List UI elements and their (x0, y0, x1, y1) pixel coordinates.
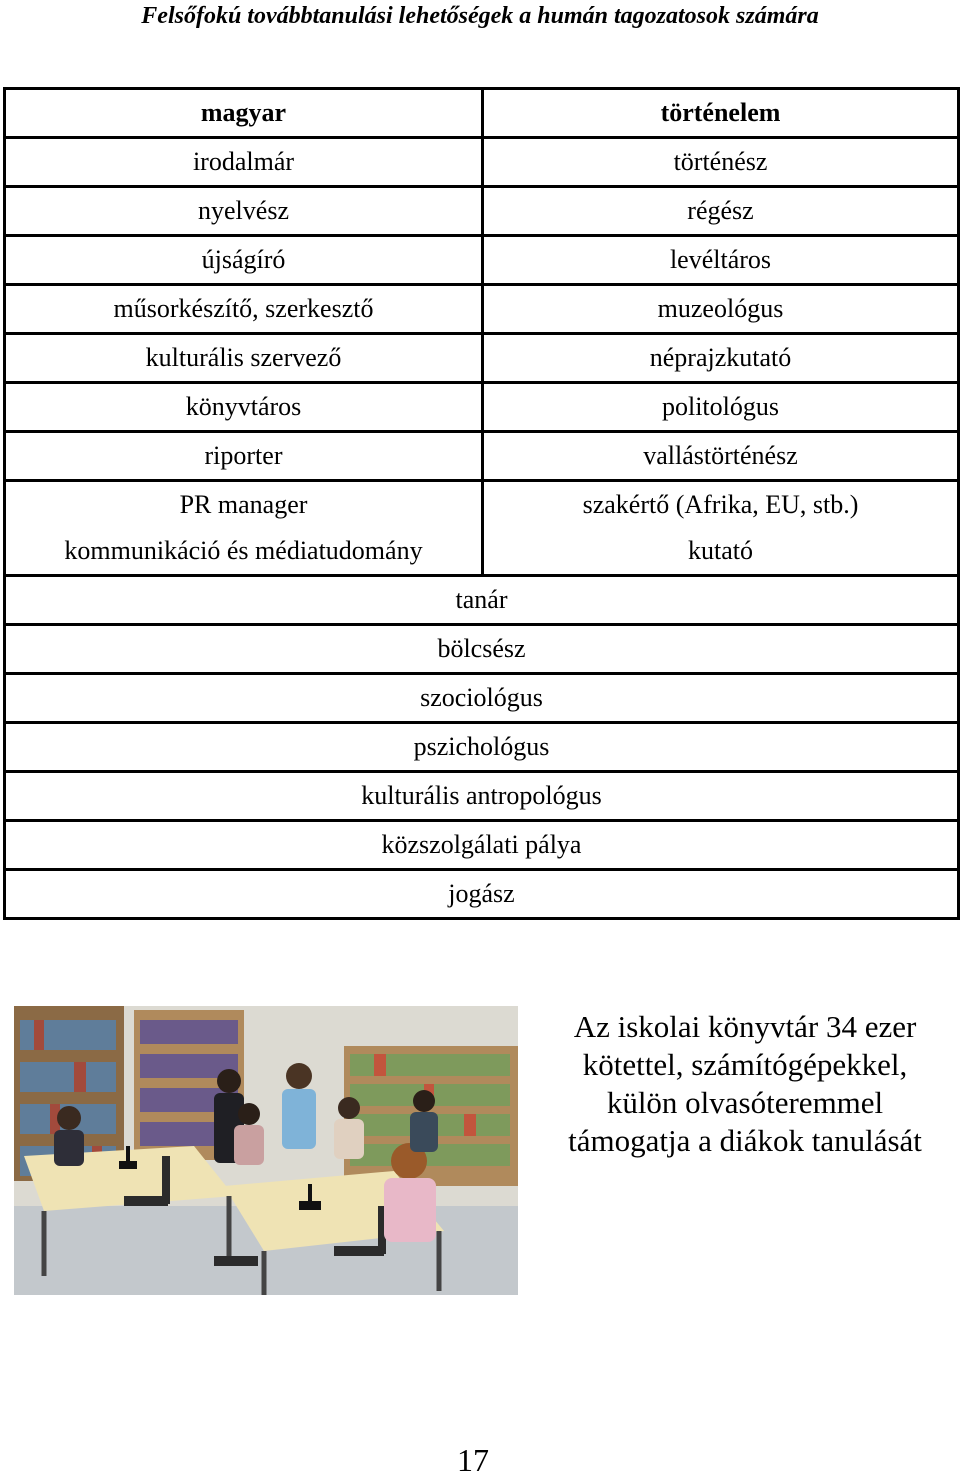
caption-line: külön olvasóteremmel (606, 1085, 884, 1120)
caption-line: Az iskolai könyvtár 34 ezer (573, 1009, 917, 1044)
magyar-item: nyelvész (5, 187, 483, 236)
table-row (5, 187, 959, 236)
table-row (5, 432, 959, 481)
common-item: kulturális antropológus (5, 772, 959, 821)
tortenelem-heading: történelem (483, 89, 959, 138)
table-row (5, 528, 959, 576)
magyar-heading: magyar (5, 89, 483, 138)
magyar-item: PR manager (5, 481, 483, 529)
table-row (5, 674, 959, 723)
tortenelem-item: történész (483, 138, 959, 187)
table-row (5, 870, 959, 919)
tortenelem-item: politológus (483, 383, 959, 432)
magyar-item: könyvtáros (5, 383, 483, 432)
tortenelem-item: muzeológus (483, 285, 959, 334)
table-row (5, 285, 959, 334)
tortenelem-item: szakértő (Afrika, EU, stb.) (483, 481, 959, 529)
magyar-item: újságíró (5, 236, 483, 285)
table-row (5, 334, 959, 383)
common-item: szociológus (5, 674, 959, 723)
magyar-item: kommunikáció és médiatudomány (5, 528, 483, 576)
common-item: pszichológus (5, 723, 959, 772)
magyar-item: irodalmár (5, 138, 483, 187)
magyar-item: kulturális szervező (5, 334, 483, 383)
magyar-item: műsorkészítő, szerkesztő (5, 285, 483, 334)
tortenelem-item: levéltáros (483, 236, 959, 285)
table-row (5, 625, 959, 674)
tortenelem-item: néprajzkutató (483, 334, 959, 383)
table-row (5, 89, 959, 138)
page-title: Felsőfokú továbbtanulási lehetőségek a humán tagozatosok számára (141, 3, 819, 29)
library-illustration (14, 1006, 518, 1295)
tortenelem-item: vallástörténész (483, 432, 959, 481)
caption-line: kötettel, számítógépekkel, (582, 1047, 908, 1082)
table-row (5, 772, 959, 821)
common-item: közszolgálati pálya (5, 821, 959, 870)
library-photo (14, 1006, 518, 1295)
caption-line: támogatja a diákok tanulását (568, 1123, 922, 1158)
career-table (3, 87, 960, 920)
table-row (5, 138, 959, 187)
magyar-item: riporter (5, 432, 483, 481)
common-item: tanár (5, 576, 959, 625)
table-row (5, 723, 959, 772)
table-row (5, 576, 959, 625)
table-row (5, 236, 959, 285)
tortenelem-item: régész (483, 187, 959, 236)
table-row (5, 481, 959, 529)
tortenelem-item: kutató (483, 528, 959, 576)
table-row (5, 383, 959, 432)
page-number: 17 (457, 1442, 489, 1478)
common-item: bölcsész (5, 625, 959, 674)
common-item: jogász (5, 870, 959, 919)
photo-caption (540, 1008, 950, 1160)
table-row (5, 821, 959, 870)
